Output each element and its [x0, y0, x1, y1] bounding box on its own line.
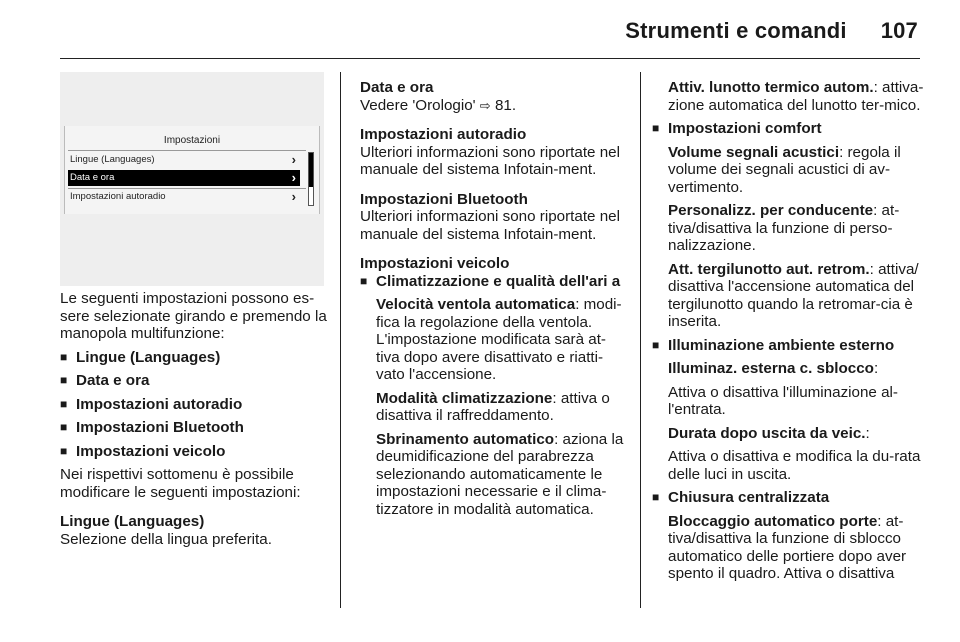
screen-scrollbar-thumb [309, 153, 313, 187]
setting-description: Attiva o disattiva l'illuminazione al-l'entrata. [668, 383, 898, 418]
page-title: Strumenti e comandi [625, 18, 847, 43]
list-item: ■ Lingue (Languages) [60, 348, 221, 366]
section-heading: Impostazioni Bluetooth [360, 190, 528, 208]
setting-label: Durata dopo uscita da veic.: [668, 424, 870, 442]
page-number: 107 [880, 18, 918, 43]
column-3 [652, 79, 924, 583]
section-text: Selezione della lingua preferita. [60, 530, 272, 548]
setting-description: Attiv. lunotto termico autom.: attiva-zione automatica del lunotto ter-mico. [668, 79, 924, 114]
list-item: ■ Climatizzazione e qualità dell'ari a [360, 272, 621, 290]
list-item: ■ Impostazioni Bluetooth [60, 419, 244, 436]
screen-row [68, 152, 300, 168]
section-text: Ulteriori informazioni sono riportate nel manuale del sistema Infotain-ment. [360, 208, 620, 243]
section-heading: Impostazioni autoradio [360, 126, 527, 143]
column-2 [360, 79, 626, 518]
screen-title: Impostazioni [163, 135, 221, 146]
column-divider [640, 72, 641, 608]
column-divider [340, 72, 341, 608]
section-heading: Lingue (Languages) [60, 513, 205, 530]
setting-description: Velocità ventola automatica: modi-fica la regolazione della ventola. L'impostazione modificata sarà at-tiva dopo avere disattivato e riatti-vato l'accensione. [376, 296, 622, 383]
chevron-right-icon: › [291, 170, 296, 185]
screen-divider [68, 150, 306, 151]
setting-description: Sbrinamento automatico: aziona la deumidificazione del parabrezza selezionando automaticamente le impostazioni necessarie e il clima-tizzatore in modalità automatica. [376, 430, 624, 518]
setting-description: Attiva o disattiva e modifica la du-rata delle luci in uscita. [668, 448, 921, 483]
list-item: ■ Impostazioni comfort [652, 120, 822, 137]
screen-scrollbar [308, 152, 314, 206]
section-text: Ulteriori informazioni sono riportate nel manuale del sistema Infotain-ment. [360, 143, 620, 178]
settings-screen-illustration [60, 72, 324, 286]
screen-row-label: Lingue (Languages) [70, 154, 155, 165]
list-item: ■ Chiusura centralizzata [652, 489, 830, 506]
setting-label: Illuminaz. esterna c. sblocco: [668, 360, 879, 377]
list-item: ■ Impostazioni autoradio [60, 395, 243, 413]
screen-row-label: Data e ora [70, 172, 115, 183]
page-ref-icon: ⇨ [479, 97, 491, 113]
header-rule [60, 58, 920, 59]
setting-description: Volume segnali acustici: regola il volume dei segnali acustici di av-vertimento. [668, 143, 901, 196]
chevron-right-icon: › [291, 152, 296, 167]
setting-description: Modalità climatizzazione: attiva o disattiva il raffreddamento. [376, 389, 610, 424]
list-item: ■ Impostazioni veicolo [60, 442, 226, 460]
section-text: Vedere 'Orologio' ⇨ 81. [360, 96, 517, 114]
screen-row [68, 189, 300, 205]
page-header [625, 18, 918, 44]
chevron-right-icon: › [291, 189, 296, 204]
list-item: ■ Data e ora [60, 372, 150, 389]
setting-description: Bloccaggio automatico porte: at-tiva/disattiva la funzione di sblocco automatico delle portiere dopo aver spento il quadro. Attiva o disattiva [668, 512, 907, 582]
setting-description: Personalizz. per conducente: at-tiva/disattiva la funzione di perso-nalizzazione. [668, 202, 900, 254]
note-text: Nei rispettivi sottomenu è possibile modificare le seguenti impostazioni: [60, 466, 301, 501]
list-item: ■ Illuminazione ambiente esterno [652, 336, 895, 354]
section-heading: Impostazioni veicolo [360, 255, 510, 272]
intro-text: Le seguenti impostazioni possono es-sere selezionate girando e premendo la manopola multifunzione: [60, 290, 327, 342]
screen-row-label: Impostazioni autoradio [70, 191, 166, 202]
screen-row-selected [68, 170, 300, 186]
column-1 [60, 290, 330, 548]
setting-description: Att. tergilunotto aut. retrom.: attiva/ disattiva l'accensione automatica del tergilunotto quando la retromar-cia è inserita. [668, 260, 919, 330]
section-heading: Data e ora [360, 79, 434, 96]
